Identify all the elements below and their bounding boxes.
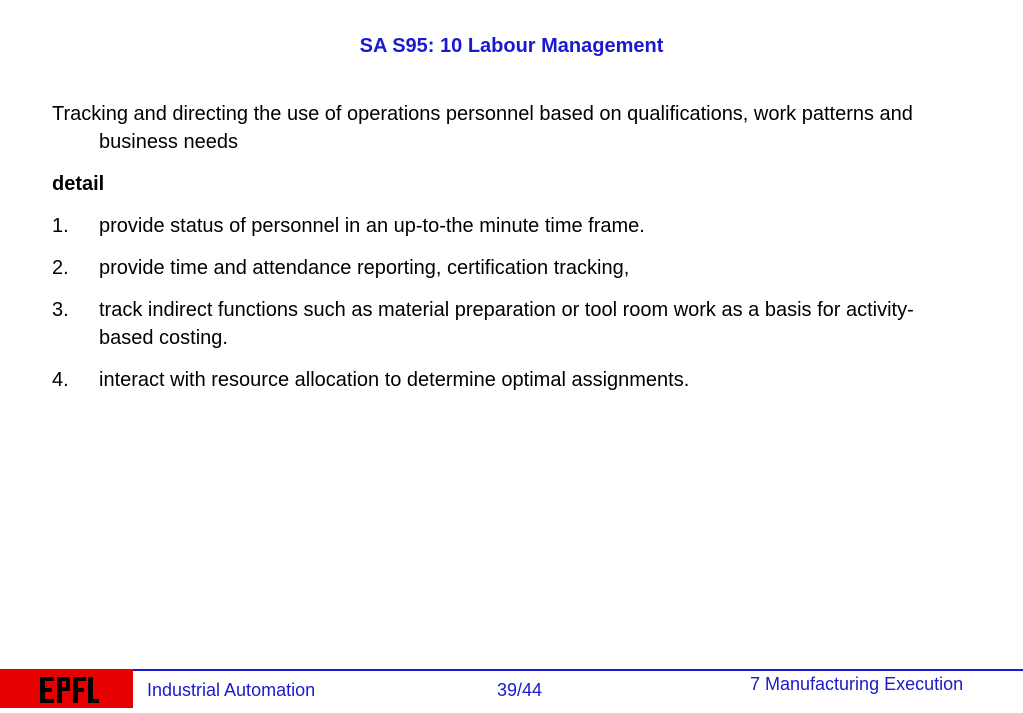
intro-paragraph: Tracking and directing the use of operations personnel based on qualifications, work patterns and business needs	[52, 103, 913, 153]
list-item-number: 2.	[52, 257, 69, 279]
footer-page-number: 39/44	[497, 680, 543, 700]
list-item-text: interact with resource allocation to determine optimal assignments.	[99, 369, 690, 391]
list-item-number: 1.	[52, 215, 69, 237]
detail-heading: detail	[52, 173, 105, 195]
list-item	[52, 366, 962, 394]
footer-course-title: Industrial Automation	[147, 680, 316, 700]
epfl-logo-mark	[0, 669, 133, 708]
list-item	[52, 212, 962, 240]
list-item	[52, 254, 962, 282]
list-item-text: provide status of personnel in an up-to-the minute time frame.	[99, 215, 645, 237]
list-item	[52, 296, 962, 352]
footer-chapter-title: 7 Manufacturing Execution	[750, 674, 964, 694]
slide-title: SA S95: 10 Labour Management	[359, 35, 664, 57]
footer-divider	[133, 669, 1023, 671]
epfl-logo	[0, 669, 133, 708]
list-item-text: provide time and attendance reporting, certification tracking,	[99, 257, 630, 279]
list-item-number: 3.	[52, 299, 69, 321]
slide-content	[52, 100, 962, 408]
list-item-number: 4.	[52, 369, 69, 391]
list-item-text: track indirect functions such as material preparation or tool room work as a basis for activity-based costing.	[99, 299, 914, 349]
